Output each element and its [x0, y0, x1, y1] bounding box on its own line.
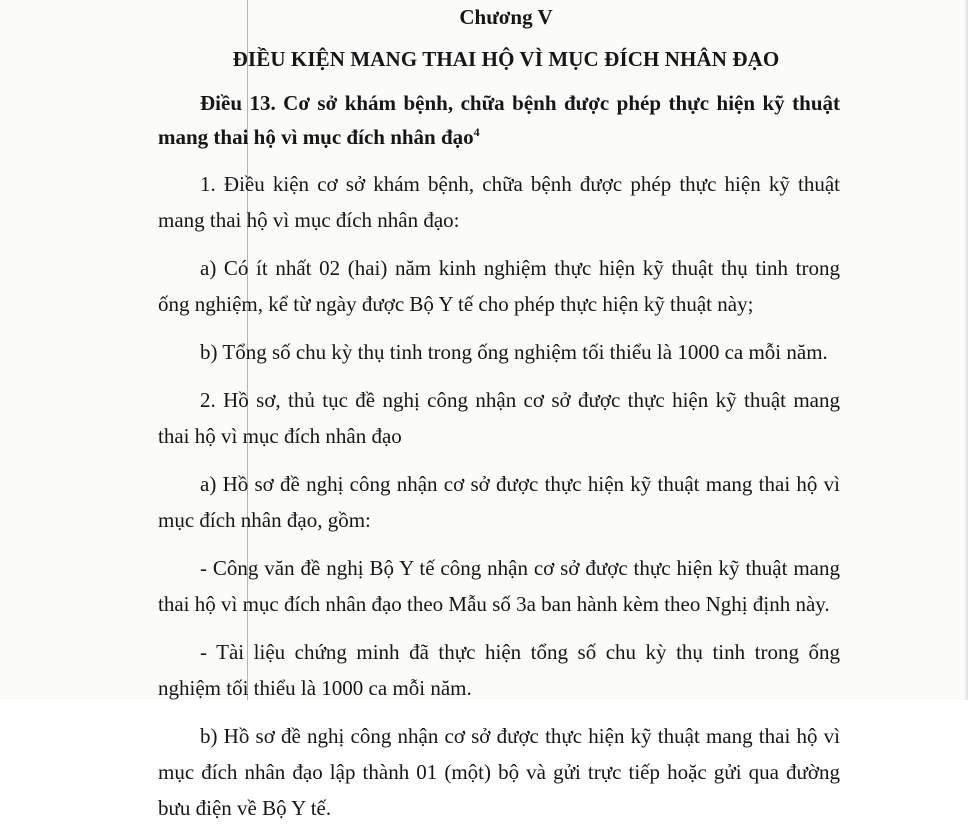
paragraph-bullet-1: - Công văn đề nghị Bộ Y tế công nhận cơ sở được thực hiện kỹ thuật mang thai hộ vì mục đích nhân đạo theo Mẫu số 3a ban hành kèm theo Nghị định này.: [158, 556, 840, 616]
chapter-number: Chương V: [459, 5, 553, 29]
paragraph-clause-2: 2. Hồ sơ, thủ tục đề nghị công nhận cơ sở được thực hiện kỹ thuật mang thai hộ vì mục đích nhân đạo: [158, 388, 840, 448]
chapter-title: ĐIỀU KIỆN MANG THAI HỘ VÌ MỤC ĐÍCH NHÂN ĐẠO: [232, 47, 780, 71]
paragraph-clause-1: 1. Điều kiện cơ sở khám bệnh, chữa bệnh được phép thực hiện kỹ thuật mang thai hộ vì mục đích nhân đạo:: [158, 172, 840, 232]
paragraph-clause-1a: a) Có ít nhất 02 (hai) năm kinh nghiệm thực hiện kỹ thuật thụ tinh trong ống nghiệm, kể từ ngày được Bộ Y tế cho phép thực hiện kỹ thuật này;: [158, 256, 840, 316]
article-heading-text: Điều 13. Cơ sở khám bệnh, chữa bệnh được phép thực hiện kỹ thuật mang thai hộ vì mục đích nhân đạo: [158, 91, 840, 149]
paragraph-bullet-2: - Tài liệu chứng minh đã thực hiện tổng số chu kỳ thụ tinh trong ống nghiệm tối thiểu là 1000 ca mỗi năm.: [158, 640, 840, 700]
page-edge-shadow: [964, 0, 968, 700]
document-body: [158, 4, 840, 826]
article-heading: [158, 86, 840, 154]
paragraph-clause-1b: b) Tổng số chu kỳ thụ tinh trong ống nghiệm tối thiểu là 1000 ca mỗi năm.: [200, 340, 828, 364]
footnote-mark: 4: [473, 125, 480, 139]
paragraph-clause-2b: b) Hồ sơ đề nghị công nhận cơ sở được thực hiện kỹ thuật mang thai hộ vì mục đích nhân đạo lập thành 01 (một) bộ và gửi trực tiếp hoặc gửi qua đường bưu điện về Bộ Y tế.: [158, 724, 840, 820]
paragraph-clause-2a: a) Hồ sơ đề nghị công nhận cơ sở được thực hiện kỹ thuật mang thai hộ vì mục đích nhân đạo, gồm:: [158, 472, 840, 532]
